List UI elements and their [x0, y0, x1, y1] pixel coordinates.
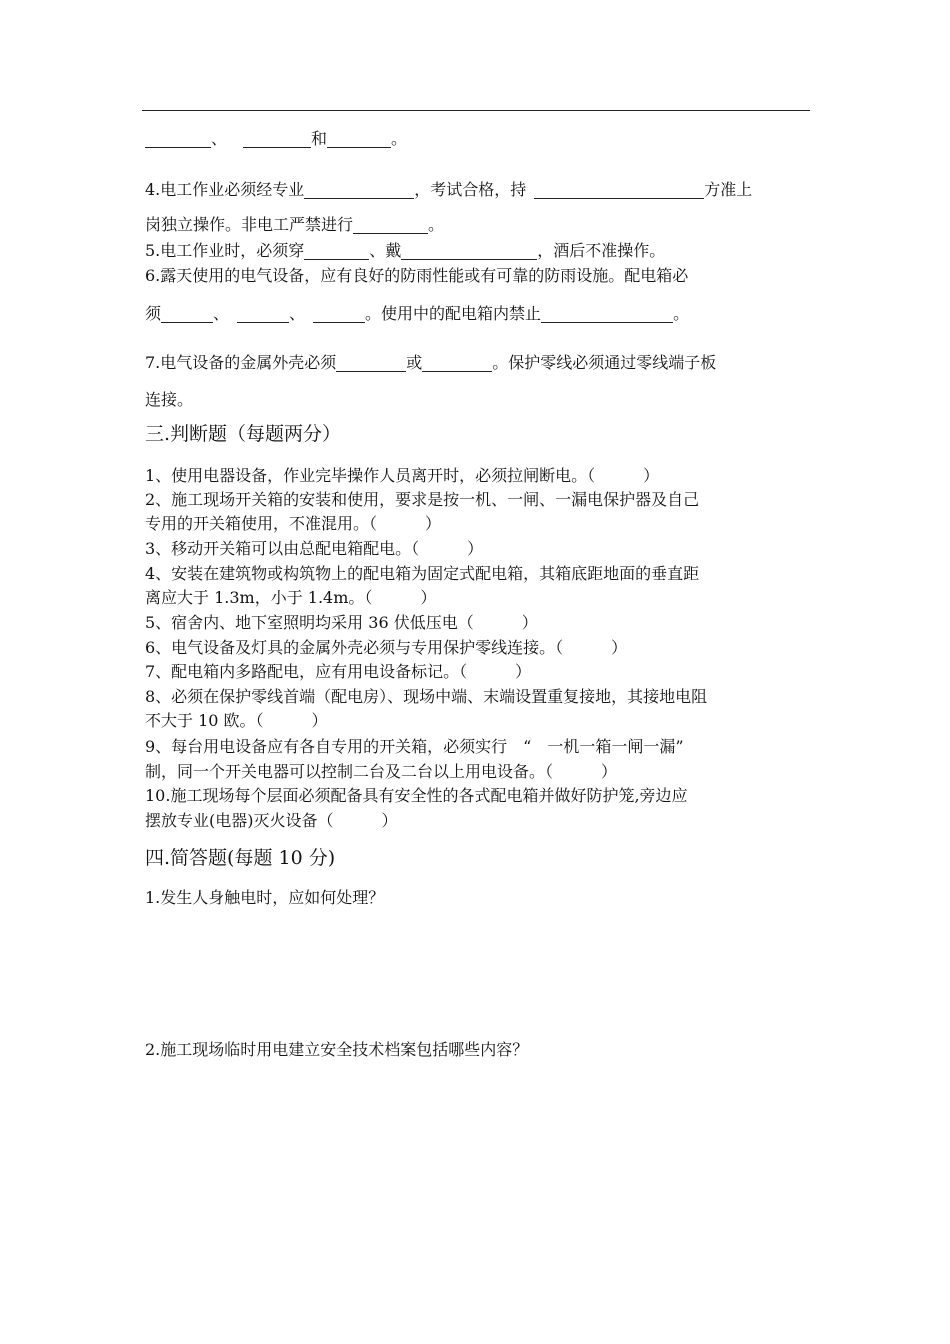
judge-line: 2、施工现场开关箱的安装和使用，要求是按一机、一闸、一漏电保护器及自己 [145, 490, 700, 509]
text: 。使用中的配电箱内禁止 [365, 304, 542, 323]
answer-blank[interactable] [353, 215, 428, 234]
judge-line: 3、移动开关箱可以由总配电箱配电。（ ） [145, 539, 484, 558]
section-4-heading: 四.简答题(每题 10 分) [145, 847, 336, 869]
judge-line: 8、必须在保护零线首端（配电房）、现场中端、末端设置重复接地，其接地电阻 [145, 687, 708, 706]
text: 、戴 [369, 241, 402, 260]
judge-line: 摆放专业(电器)灭火设备（ ） [145, 811, 398, 830]
fill-q6-line2 [145, 303, 809, 325]
short-answer-q1: 1.发生人身触电时，应如何处理？ [145, 888, 385, 907]
answer-blank[interactable] [304, 180, 414, 199]
judge-line: 专用的开关箱使用，不准混用。（ ） [145, 514, 442, 533]
judge-line: 9、每台用电设备应有各自专用的开关箱，必须实行 “ 一机一箱一闸一漏” [145, 737, 684, 756]
fill-q7-line2: 连接。 [145, 390, 194, 409]
judge-line: 4、安装在建筑物或构筑物上的配电箱为固定式配电箱，其箱底距地面的垂直距 [145, 564, 700, 583]
answer-blank[interactable] [534, 180, 704, 199]
section-3-heading: 三.判断题（每题两分） [145, 423, 342, 445]
text: ，酒后不准操作。 [537, 241, 666, 260]
fill-q4-line1 [145, 179, 809, 201]
judge-line: 10.施工现场每个层面必须配备具有安全性的各式配电箱并做好防护笼,旁边应 [145, 786, 688, 805]
text: 或 [406, 353, 423, 372]
fill-q6-line1: 6.露天使用的电气设备，应有良好的防雨性能或有可靠的防雨设施。配电箱必 [145, 266, 689, 285]
text: ，考试合格，持 [414, 180, 527, 199]
answer-blank[interactable] [237, 304, 289, 323]
text: 、 [213, 304, 230, 323]
text: 。 [428, 215, 445, 234]
short-answer-q2: 2.施工现场临时用电建立安全技术档案包括哪些内容？ [145, 1040, 529, 1059]
judge-line: 5、宿舍内、地下室照明均采用 36 伏低压电（ ） [145, 613, 538, 632]
text: 。保护零线必须通过零线端子板 [492, 353, 717, 372]
text: 方准上 [704, 180, 753, 199]
fill-q5 [145, 240, 809, 262]
answer-blank[interactable] [161, 304, 213, 323]
text: 岗独立操作。非电工严禁进行 [145, 215, 354, 234]
text: 、 [211, 129, 228, 148]
text: 须 [145, 304, 162, 323]
text: 和 [311, 129, 328, 148]
judge-line: 6、电气设备及灯具的金属外壳必须与专用保护零线连接。（ ） [145, 638, 628, 657]
judge-line: 离应大于 1.3m，小于 1.4m。（ ） [145, 588, 437, 607]
answer-blank[interactable] [313, 304, 365, 323]
fill-q3-continuation [145, 128, 809, 150]
judge-line: 制，同一个开关电器可以控制二台及二台以上用电设备。（ ） [145, 762, 618, 781]
judge-line: 7、配电箱内多路配电，应有用电设备标记。（ ） [145, 662, 532, 681]
text: 、 [289, 304, 306, 323]
answer-blank[interactable] [336, 353, 406, 372]
judge-line: 不大于 10 欧。（ ） [145, 711, 328, 730]
answer-blank[interactable] [304, 241, 369, 260]
judge-line: 1、使用电器设备，作业完毕操作人员离开时，必须拉闸断电。（ ） [145, 466, 660, 485]
text: 。 [673, 304, 690, 323]
text: 7.电气设备的金属外壳必须 [145, 353, 337, 372]
text: 4.电工作业必须经专业 [145, 180, 305, 199]
fill-q7-line1 [145, 352, 809, 374]
header-rule [142, 110, 810, 111]
answer-blank[interactable] [541, 304, 673, 323]
text: 。 [391, 129, 408, 148]
answer-blank[interactable] [422, 353, 492, 372]
answer-blank[interactable] [327, 129, 391, 148]
answer-blank[interactable] [145, 129, 211, 148]
fill-q4-line2 [145, 214, 809, 236]
text: 5.电工作业时，必须穿 [145, 241, 305, 260]
answer-blank[interactable] [401, 241, 537, 260]
answer-blank[interactable] [243, 129, 311, 148]
